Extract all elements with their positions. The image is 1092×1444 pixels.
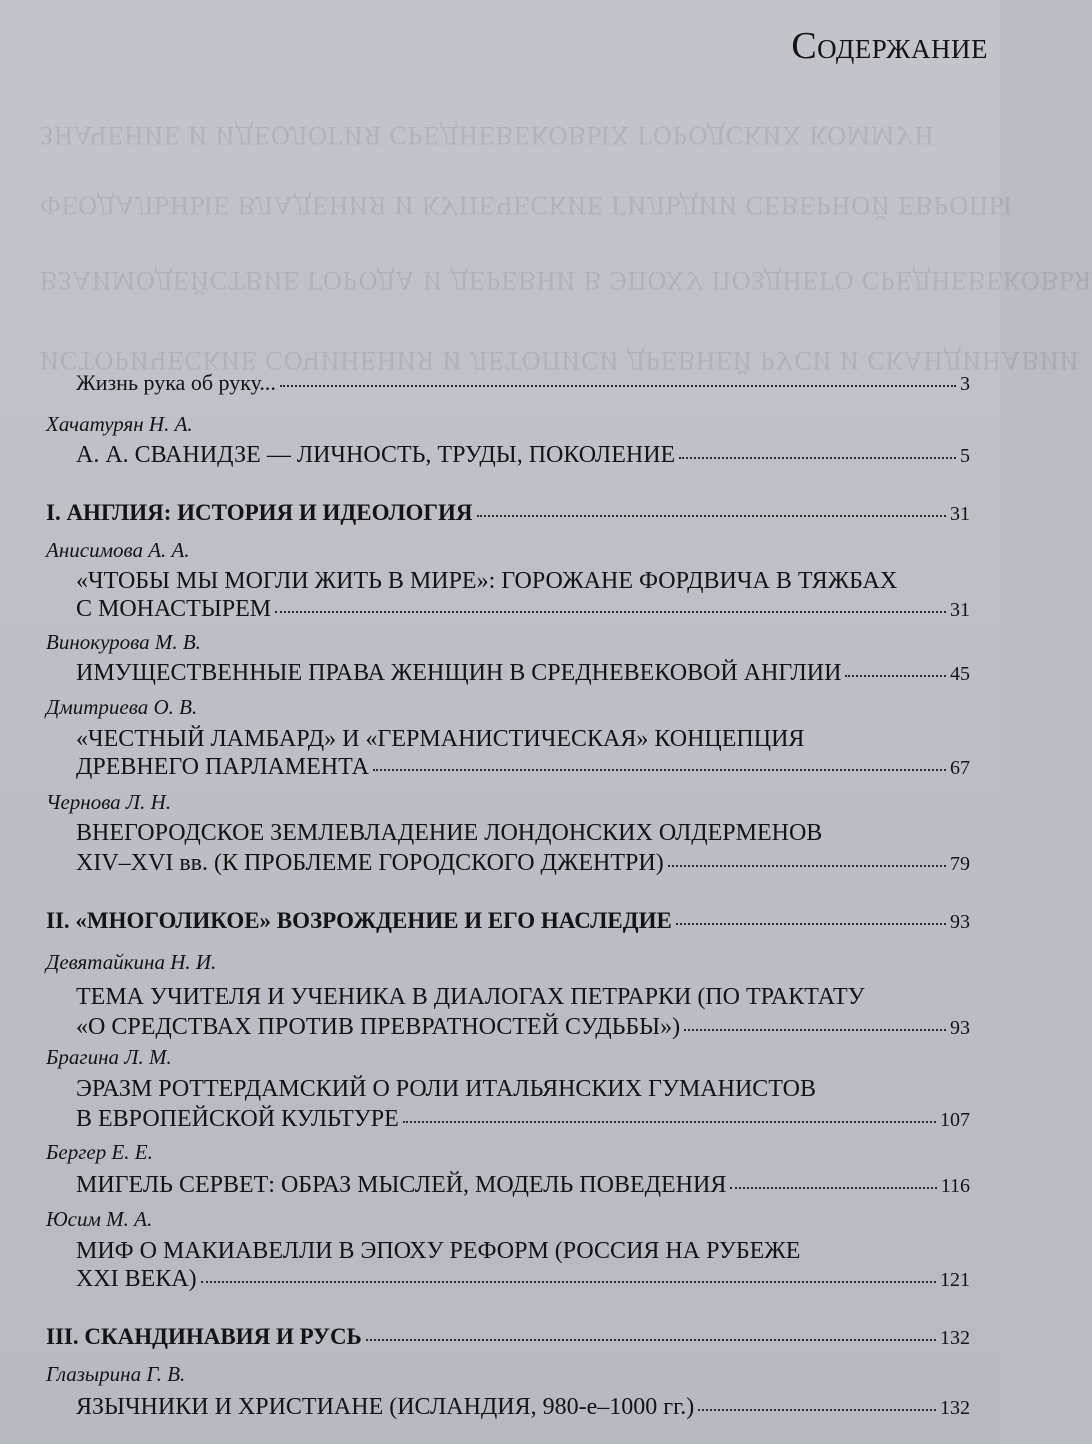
page-number: 5	[960, 445, 970, 467]
page-number: 31	[950, 599, 970, 621]
toc-entry[interactable]	[76, 1172, 970, 1199]
entry-author: Чернова Л. Н.	[46, 790, 172, 814]
toc-entry[interactable]	[76, 1106, 970, 1133]
entry-author: Хачатурян Н. А.	[46, 412, 193, 436]
entry-title: ИМУЩЕСТВЕННЫЕ ПРАВА ЖЕНЩИН В СРЕДНЕВЕКОВОЙ АНГЛИИ	[76, 660, 842, 686]
toc-entry[interactable]	[76, 1014, 970, 1041]
bleed-through-text: ФЕОДАЛЬНЫЕ ВЛАДЕНИЯ И КУПЕЧЕСКИЕ ГИЛЬДИИ СЕВЕРНОЙ ЕВРОПЫ	[40, 191, 1013, 220]
page-number: 132	[940, 1327, 970, 1349]
toc-section-heading[interactable]	[46, 500, 970, 526]
page-number: 31	[950, 503, 970, 525]
section-title: I. АНГЛИЯ: ИСТОРИЯ И ИДЕОЛОГИЯ	[46, 500, 473, 525]
entry-author: Анисимова А. А.	[46, 538, 190, 562]
bleed-through-text: ВЗАИМОДЕЙСТВИЕ ГОРОДА И ДЕРЕВНИ В ЭПОХУ ПОЗДНЕГО СРЕДНЕВЕКОВЬЯ	[40, 266, 1092, 295]
toc-entry[interactable]	[76, 754, 970, 781]
page-title: Содержание	[791, 25, 988, 67]
leader-dots	[275, 611, 946, 613]
leader-dots	[684, 1029, 946, 1031]
leader-dots	[676, 923, 946, 925]
leader-dots	[366, 1339, 936, 1341]
page-number: 93	[950, 1017, 970, 1039]
entry-title-line[interactable]: «ЧЕСТНЫЙ ЛАМБАРД» И «ГЕРМАНИСТИЧЕСКАЯ» КОНЦЕПЦИЯ	[76, 726, 805, 752]
leader-dots	[403, 1121, 936, 1123]
entry-author: Винокурова М. В.	[46, 630, 201, 654]
entry-title: ДРЕВНЕГО ПАРЛАМЕНТА	[76, 754, 369, 780]
page-number: 121	[940, 1269, 970, 1291]
leader-dots	[668, 865, 946, 867]
entry-title-line[interactable]: ЭРАЗМ РОТТЕРДАМСКИЙ О РОЛИ ИТАЛЬЯНСКИХ ГУМАНИСТОВ	[76, 1076, 816, 1102]
entry-title: В ЕВРОПЕЙСКОЙ КУЛЬТУРЕ	[76, 1106, 399, 1132]
entry-author: Юсим М. А.	[46, 1207, 153, 1231]
page-number: 116	[940, 1175, 970, 1197]
entry-title: С МОНАСТЫРЕМ	[76, 596, 272, 622]
entry-title-line[interactable]: ВНЕГОРОДСКОЕ ЗЕМЛЕВЛАДЕНИЕ ЛОНДОНСКИХ ОЛДЕРМЕНОВ	[76, 820, 823, 846]
leader-dots	[679, 457, 956, 459]
section-title: II. «МНОГОЛИКОЕ» ВОЗРОЖДЕНИЕ И ЕГО НАСЛЕДИЕ	[46, 908, 672, 933]
page-number: 3	[960, 373, 970, 395]
toc-entry[interactable]	[76, 1266, 970, 1293]
page-number: 93	[950, 911, 970, 933]
leader-dots	[698, 1409, 936, 1411]
entry-title: XXI ВЕКА)	[76, 1266, 197, 1292]
entry-title: МИГЕЛЬ СЕРВЕТ: ОБРАЗ МЫСЛЕЙ, МОДЕЛЬ ПОВЕДЕНИЯ	[76, 1172, 727, 1198]
leader-dots	[201, 1281, 936, 1283]
entry-author: Дмитриева О. В.	[46, 695, 198, 719]
bleed-through-text: ИСТОРИЧЕСКИЕ СОЧИНЕНИЯ И ЛЕТОПИСИ ДРЕВНЕЙ РУСИ И СКАНДИНАВИИ	[40, 346, 1080, 375]
entry-title: «О СРЕДСТВАХ ПРОТИВ ПРЕВРАТНОСТЕЙ СУДЬБЫ»)	[76, 1014, 681, 1040]
toc-section-heading[interactable]	[46, 1324, 970, 1350]
entry-author: Бергер Е. Е.	[46, 1140, 153, 1164]
leader-dots	[845, 675, 946, 677]
page-number: 67	[950, 757, 970, 779]
entry-title: ЯЗЫЧНИКИ И ХРИСТИАНЕ (ИСЛАНДИЯ, 980-е–1000 гг.)	[76, 1394, 695, 1420]
page-number: 45	[950, 663, 970, 685]
page-number: 79	[950, 853, 970, 875]
entry-title: XIV–XVI вв. (К ПРОБЛЕМЕ ГОРОДСКОГО ДЖЕНТРИ)	[76, 850, 664, 876]
toc-entry[interactable]	[76, 1394, 970, 1421]
entry-title: Жизнь рука об руку...	[76, 370, 276, 395]
toc-entry[interactable]	[76, 596, 970, 623]
page-number: 107	[940, 1109, 970, 1131]
leader-dots	[477, 515, 947, 517]
toc-entry[interactable]	[76, 850, 970, 877]
entry-author: Девятайкина Н. И.	[46, 950, 217, 974]
leader-dots	[730, 1187, 936, 1189]
section-title: III. СКАНДИНАВИЯ И РУСЬ	[46, 1324, 362, 1349]
entry-title-line[interactable]: МИФ О МАКИАВЕЛЛИ В ЭПОХУ РЕФОРМ (РОССИЯ НА РУБЕЖЕ	[76, 1238, 801, 1264]
entry-author: Брагина Л. М.	[46, 1045, 172, 1069]
toc-entry[interactable]	[76, 442, 970, 469]
leader-dots	[280, 385, 956, 387]
toc-entry-intro[interactable]	[76, 370, 970, 396]
toc-entry[interactable]	[76, 660, 970, 687]
entry-title-line[interactable]: ТЕМА УЧИТЕЛЯ И УЧЕНИКА В ДИАЛОГАХ ПЕТРАРКИ (ПО ТРАКТАТУ	[76, 984, 865, 1010]
page-number: 132	[940, 1397, 970, 1419]
entry-author: Глазырина Г. В.	[46, 1362, 186, 1386]
entry-title: А. А. СВАНИДЗЕ — ЛИЧНОСТЬ, ТРУДЫ, ПОКОЛЕНИЕ	[76, 442, 676, 468]
bleed-through-text: ЗНАЧЕНИЕ И ИДЕОЛОГИЯ СРЕДНЕВЕКОВЫХ ГОРОДСКИХ КОММУН	[40, 121, 935, 150]
toc-section-heading[interactable]	[46, 908, 970, 934]
leader-dots	[373, 769, 946, 771]
entry-title-line[interactable]: «ЧТОБЫ МЫ МОГЛИ ЖИТЬ В МИРЕ»: ГОРОЖАНЕ ФОРДВИЧА В ТЯЖБАХ	[76, 568, 898, 594]
